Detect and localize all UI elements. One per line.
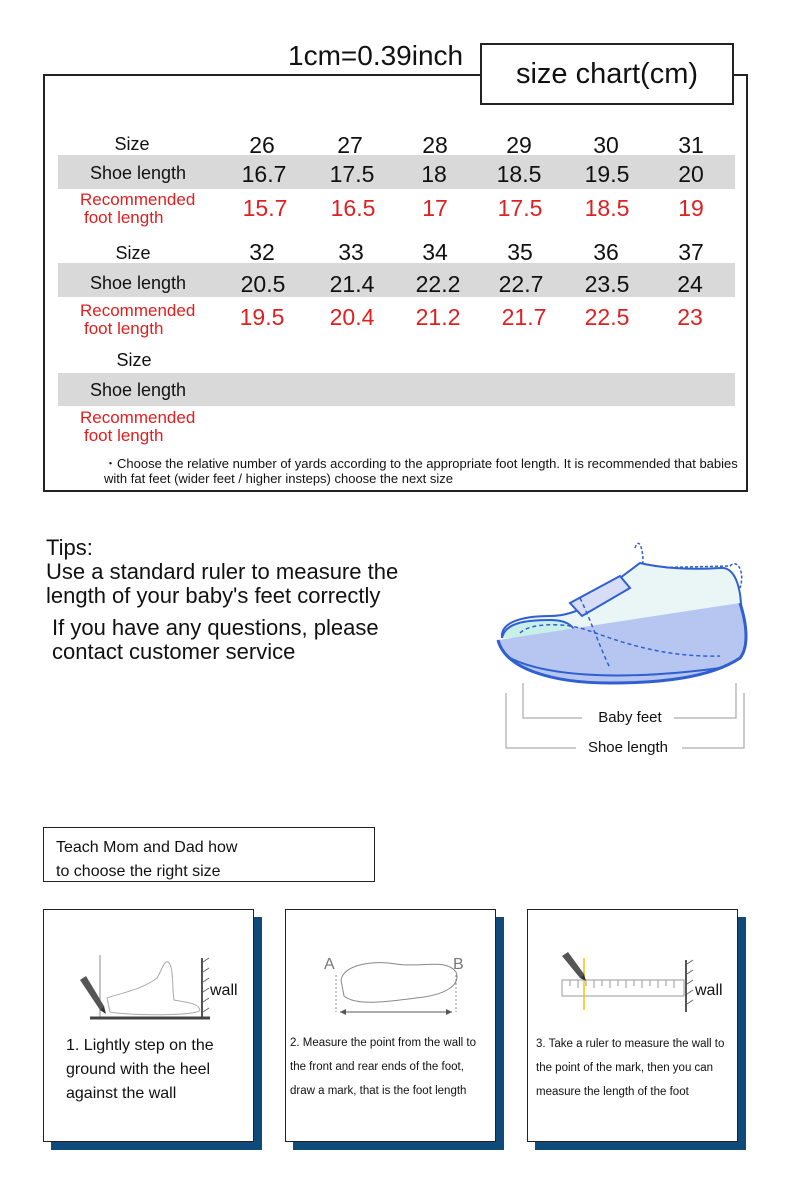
ruler-measure-icon [556, 950, 696, 1030]
pencil-icon [562, 952, 586, 981]
shoe-length-cell: 23.5 [584, 271, 630, 297]
foot-length-cell: 21.7 [501, 304, 547, 330]
foot-length-cell: 17 [422, 195, 448, 221]
tips-text: Tips: Use a standard ruler to measure the length of your baby's feet correctly [46, 535, 399, 608]
foot-length-cell: 19.5 [239, 304, 285, 330]
shoe-length-cell: 22.7 [498, 271, 544, 297]
size-chart-title: size chart(cm) [480, 43, 734, 105]
foot-length-cell: 18.5 [584, 195, 630, 221]
point-b-label: B [453, 956, 464, 973]
foot-outline-icon [316, 950, 476, 1030]
foot-length-cell: 15.7 [242, 195, 288, 221]
recommended-foot-length-label: Recommended foot length [80, 301, 196, 338]
shoe-length-cell: 18 [421, 161, 447, 187]
shoe-length-cell: 21.4 [329, 271, 375, 297]
foot-length-cell: 17.5 [497, 195, 543, 221]
size-cell: 33 [338, 239, 364, 265]
size-label: Size [114, 134, 150, 154]
recommended-foot-length-label: Recommended foot length [80, 408, 196, 445]
size-cell: 32 [249, 239, 275, 265]
shoe-measure-diagram [490, 528, 755, 758]
size-cell: 34 [422, 239, 448, 265]
point-a-label: A [324, 956, 335, 973]
size-advice-note: ・Choose the relative number of yards according to the appropriate foot length. It is recommended that babies with fat feet (wider feet / higher insteps) choose the next size [104, 456, 738, 486]
step-card-1 [43, 909, 254, 1142]
step-1-text: 1. Lightly step on the ground with the heel against the wall [66, 1037, 214, 1102]
size-cell: 27 [337, 132, 363, 158]
shoe-length-cell: 24 [677, 271, 703, 297]
shoe-icon [498, 543, 746, 683]
size-cell: 31 [678, 132, 704, 158]
step-card-3 [527, 909, 738, 1142]
foot-length-cell: 20.4 [329, 304, 375, 330]
step-3-text: 3. Take a ruler to measure the wall to the point of the mark, then you can measure the length of the foot [536, 1038, 725, 1098]
shoe-length-cell: 22.2 [415, 271, 461, 297]
shoe-length-cell: 18.5 [496, 161, 542, 187]
size-label: Size [115, 243, 151, 263]
foot-length-cell: 21.2 [415, 304, 461, 330]
shoe-length-label: Shoe length [89, 163, 187, 183]
shoe-length-label: Shoe length [89, 273, 187, 293]
foot-length-cell: 22.5 [584, 304, 630, 330]
size-cell: 29 [506, 132, 532, 158]
foot-length-cell: 19 [678, 195, 704, 221]
foot-length-cell: 16.5 [330, 195, 376, 221]
size-cell: 30 [593, 132, 619, 158]
wall-label: wall [210, 982, 238, 999]
size-cell: 36 [593, 239, 619, 265]
shoe-length-caption: Shoe length [587, 739, 669, 756]
size-cell: 26 [249, 132, 275, 158]
step-2-text: 2. Measure the point from the wall to the front and rear ends of the foot, draw a mark, that is the foot length [290, 1037, 477, 1097]
wall-label: wall [695, 982, 723, 999]
unit-conversion: 1cm=0.39inch [288, 40, 464, 71]
size-cell: 37 [678, 239, 704, 265]
pencil-icon [80, 976, 106, 1014]
size-label: Size [116, 350, 152, 370]
contact-text: If you have any questions, please contact customer service [52, 615, 379, 664]
shoe-length-cell: 20 [678, 161, 704, 187]
shoe-length-cell: 20.5 [240, 271, 286, 297]
shoe-length-cell: 17.5 [329, 161, 375, 187]
size-cell: 35 [507, 239, 533, 265]
baby-feet-label: Baby feet [598, 709, 662, 726]
shoe-length-cell: 19.5 [584, 161, 630, 187]
foot-length-cell: 23 [677, 304, 703, 330]
size-cell: 28 [422, 132, 448, 158]
recommended-foot-length-label: Recommended foot length [80, 190, 196, 227]
shoe-length-label: Shoe length [89, 380, 187, 400]
shoe-length-cell: 16.7 [241, 161, 287, 187]
step-card-2 [285, 909, 496, 1142]
teach-box: Teach Mom and Dad how to choose the right size [43, 827, 375, 882]
